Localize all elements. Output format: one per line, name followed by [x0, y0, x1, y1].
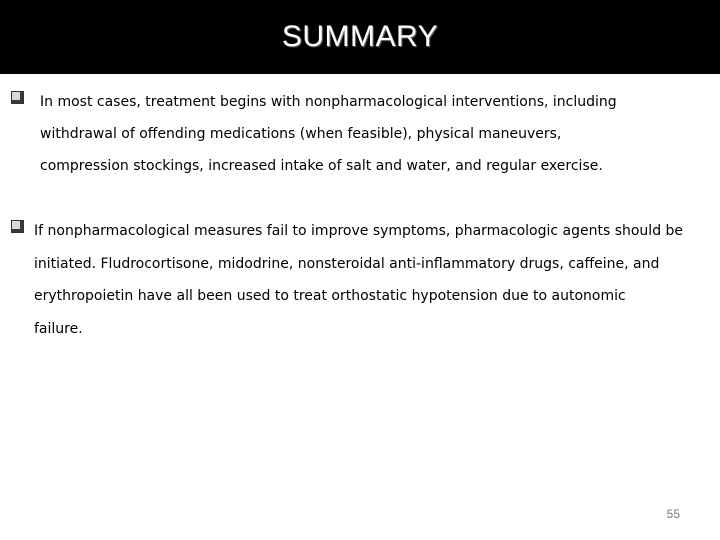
slide-title: SUMMARY [281, 20, 439, 53]
page-number: 55 [666, 507, 680, 521]
bullet-paragraph: If nonpharmacological measures fail to improve symptoms, pharmacologic agents should be initiated. Fludrocortisone, midodrine, nonsteroidal anti-inflammatory drugs, caffeine, and erythropoietin have all been used to treat orthostatic hypotension due to autonomic failure. [34, 223, 684, 337]
square-bullet-icon [11, 91, 24, 104]
square-bullet-icon [11, 220, 24, 233]
bullet-paragraph: In most cases, treatment begins with nonpharmacological interventions, including withdrawal of offending medications (when feasible), physical maneuvers, compression stockings, increased intake of salt and water, and regular exercise. [40, 94, 617, 174]
